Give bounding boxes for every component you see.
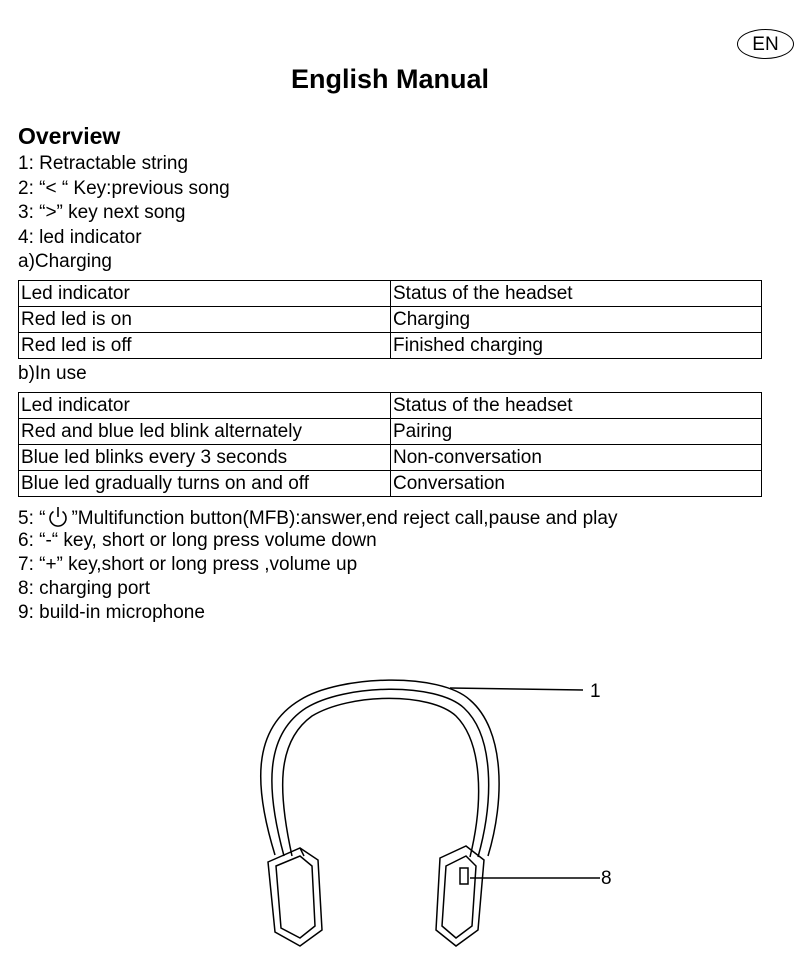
table-header-row: [19, 281, 762, 307]
mfb-prefix: 5: “: [18, 508, 46, 529]
table-cell: Blue led blinks every 3 seconds: [19, 445, 391, 471]
table-row: [19, 333, 762, 359]
list-item: 8: charging port: [18, 578, 151, 599]
mfb-suffix: ”Multifunction button(MFB):answer,end reject call,pause and play: [71, 508, 618, 529]
table-header-cell: Led indicator: [19, 281, 391, 307]
table-cell: Red led is off: [19, 333, 391, 359]
table-row: [19, 471, 762, 497]
table-cell: Non-conversation: [391, 445, 762, 471]
list-item: 3: “>” key next song: [18, 202, 186, 223]
callout-label-8: 8: [601, 868, 612, 889]
list-item: 1: Retractable string: [18, 153, 189, 174]
table-cell: Red led is on: [19, 307, 391, 333]
language-badge: EN: [737, 29, 794, 59]
table-cell: Red and blue led blink alternately: [19, 419, 391, 445]
table-row: [19, 307, 762, 333]
overview-heading: Overview: [18, 123, 121, 149]
in-use-table: [18, 392, 762, 497]
table-header-row: [19, 393, 762, 419]
charging-table: [18, 280, 762, 359]
table-row: [19, 445, 762, 471]
headset-drawing: [261, 680, 600, 946]
headset-diagram: [0, 640, 808, 955]
list-item: 6: “-“ key, short or long press volume down: [18, 530, 377, 551]
list-item: 2: “< “ Key:previous song: [18, 178, 230, 199]
table-cell: Blue led gradually turns on and off: [19, 471, 391, 497]
list-item: 7: “+” key,short or long press ,volume up: [18, 554, 358, 575]
table-cell: Conversation: [391, 471, 762, 497]
charging-caption: a)Charging: [18, 251, 112, 272]
table-cell: Finished charging: [391, 333, 762, 359]
callout-label-1: 1: [590, 681, 601, 702]
table-row: [19, 419, 762, 445]
list-item: 9: build-in microphone: [18, 602, 205, 623]
table-header-cell: Led indicator: [19, 393, 391, 419]
table-cell: Charging: [391, 307, 762, 333]
list-item: 4: led indicator: [18, 227, 142, 248]
table-header-cell: Status of the headset: [391, 393, 762, 419]
page-title: English Manual: [290, 64, 490, 94]
table-header-cell: Status of the headset: [391, 281, 762, 307]
table-cell: Pairing: [391, 419, 762, 445]
in-use-caption: b)In use: [18, 363, 87, 384]
